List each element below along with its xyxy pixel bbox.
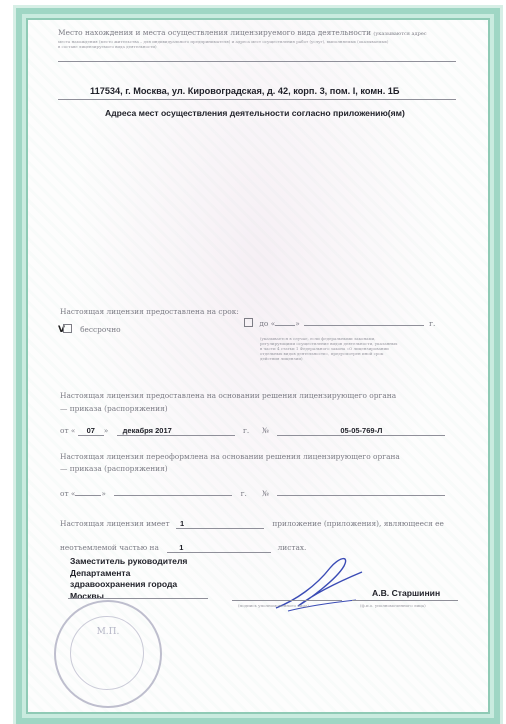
reissue-date: от « » г. xyxy=(60,489,247,498)
until-option: до « » г. xyxy=(244,318,435,328)
rule xyxy=(58,61,456,62)
rule xyxy=(68,598,208,599)
name-caption: (ф.и.о. уполномоченного лица) xyxy=(360,603,426,608)
annex-sheets-line: неотъемлемой частью на 1 листах. xyxy=(60,543,307,552)
basis-text-1: Настоящая лицензия предоставлена на основании решения лицензирующего органа xyxy=(60,391,397,400)
basis-date: от « 07 » декабря 2017 г. xyxy=(60,426,250,435)
check-mark-icon: V xyxy=(58,325,65,335)
signatory-name: А.В. Старшинин xyxy=(372,588,441,598)
signatory-position: Заместитель руководителя Департамента здравоохранения города Москвы xyxy=(70,556,188,601)
sign-caption: (подпись уполномоченного лица) xyxy=(238,603,309,608)
annex-text: Адреса мест осуществления деятельности согласно приложению(ям) xyxy=(105,108,405,118)
location-title: Место нахождения и места осуществления лицензируемого вида деятельности (указываются адрес xyxy=(58,28,427,37)
term-note: (указывается в случае, если федеральными законами, регулирующими осуществление видов деятельности, указанных в части 4 статьи 1 Федерального закона «О лицензировании отдельных видов деятельности», предусмотрен иной срок действия лицензии) xyxy=(260,336,398,361)
official-stamp: М.П. xyxy=(54,600,162,708)
checkbox-icon xyxy=(244,318,253,327)
rule xyxy=(352,600,458,601)
reissue-text-1: Настоящая лицензия переоформлена на основании решения лицензирующего органа xyxy=(60,452,400,461)
rule xyxy=(58,99,456,100)
reissue-number: № xyxy=(262,489,445,498)
rule xyxy=(232,600,342,601)
location-note: места нахождения (место жительства – для индивидуального предпринимателя) и адреса мест осуществления работ (услуг), выполняемых (оказываемых) в составе лицензируемого вида деятельности) xyxy=(58,39,389,49)
basis-text-2: — приказа (распоряжения) xyxy=(60,404,168,413)
indefinite-option: V бессрочно xyxy=(58,325,121,335)
checkbox-icon xyxy=(63,324,72,333)
annex-count-line: Настоящая лицензия имеет 1 приложение (приложения), являющееся ее xyxy=(60,519,444,528)
reissue-text-2: — приказа (распоряжения) xyxy=(60,464,168,473)
basis-number: № 05-05-769-Л xyxy=(262,426,445,436)
term-label: Настоящая лицензия предоставлена на срок: xyxy=(60,307,239,316)
address-text: 117534, г. Москва, ул. Кировоградская, д. 42, корп. 3, пом. I, комн. 1Б xyxy=(90,86,400,96)
